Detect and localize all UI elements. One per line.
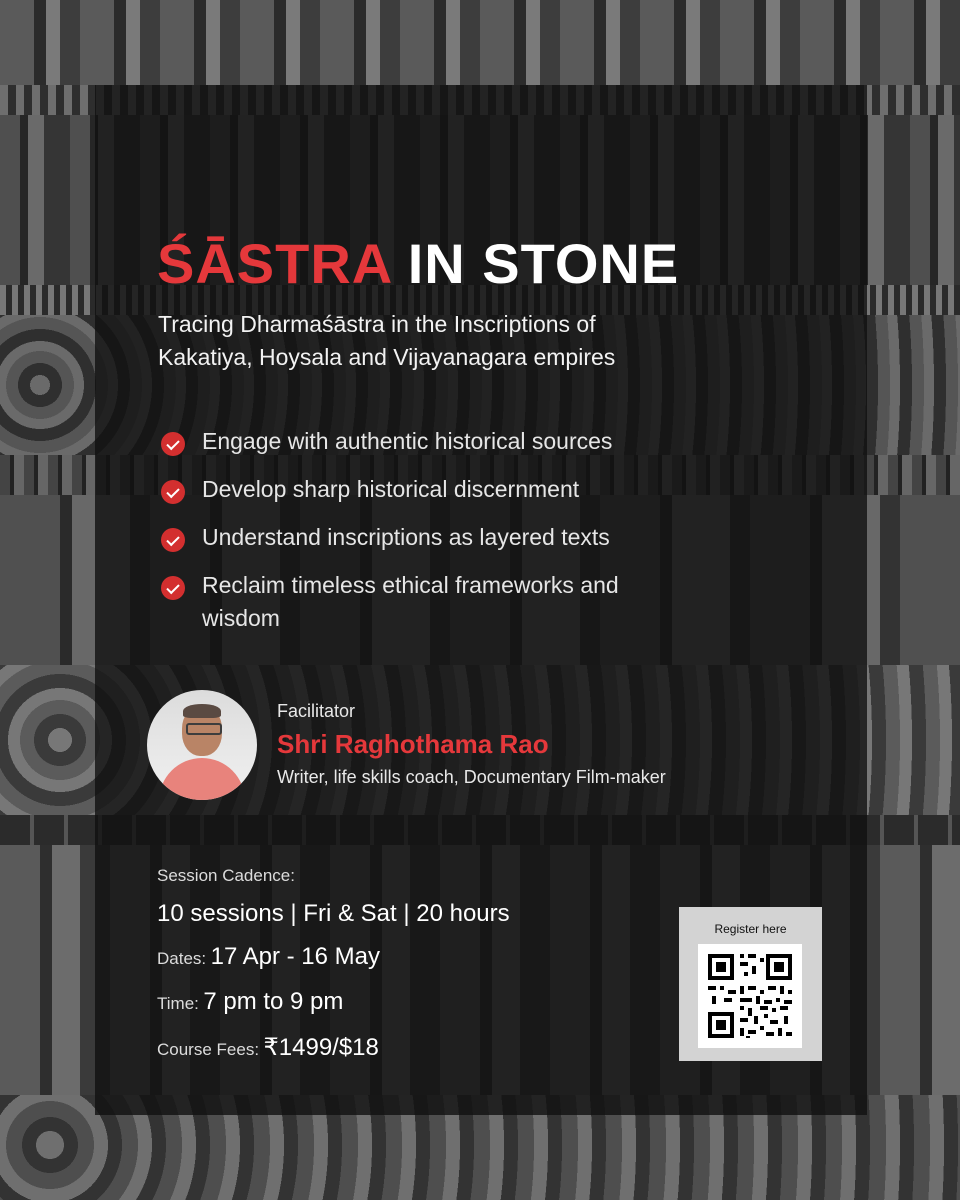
qr-code-icon[interactable]: [698, 944, 802, 1048]
course-title: [157, 232, 679, 296]
facilitator-role: Facilitator: [277, 701, 356, 721]
fees-label: Course Fees:: [157, 1040, 260, 1059]
time-row: [157, 988, 343, 1016]
check-icon: [161, 432, 185, 456]
cadence-label: Session Cadence:: [157, 866, 295, 885]
time-label: Time:: [157, 994, 199, 1013]
facilitator-name: Shri Raghothama Rao: [277, 729, 549, 759]
dates-value: 17 Apr - 16 May: [210, 943, 381, 970]
register-label: Register here: [714, 922, 787, 936]
facilitator-description: Writer, life skills coach, Documentary Film-maker: [277, 767, 666, 787]
dates-row: [157, 943, 380, 971]
benefit-text: Understand inscriptions as layered texts: [202, 524, 610, 550]
register-card[interactable]: [679, 907, 822, 1061]
check-icon: [161, 528, 185, 552]
benefit-text: Engage with authentic historical sources: [202, 428, 613, 454]
fees-value: ₹1499/$18: [263, 1034, 379, 1061]
subtitle-line: Tracing Dharmaśāstra in the Inscriptions of: [158, 311, 596, 337]
stone-texture: [0, 0, 960, 85]
check-icon: [161, 480, 185, 504]
benefit-text: Reclaim timeless ethical frameworks and wisdom: [202, 572, 619, 631]
benefit-text: Develop sharp historical discernment: [202, 476, 580, 502]
title-rest: IN STONE: [407, 232, 680, 295]
time-value: 7 pm to 9 pm: [203, 988, 344, 1015]
check-icon: [161, 576, 185, 600]
subtitle-line: Kakatiya, Hoysala and Vijayanagara empires: [158, 344, 616, 370]
title-accent: ŚĀSTRA: [157, 232, 392, 295]
fees-row: [157, 1033, 379, 1062]
course-subtitle: [158, 308, 615, 374]
cadence-value: 10 sessions | Fri & Sat | 20 hours: [157, 900, 510, 927]
dates-label: Dates:: [157, 949, 207, 968]
facilitator-avatar: [147, 690, 257, 800]
